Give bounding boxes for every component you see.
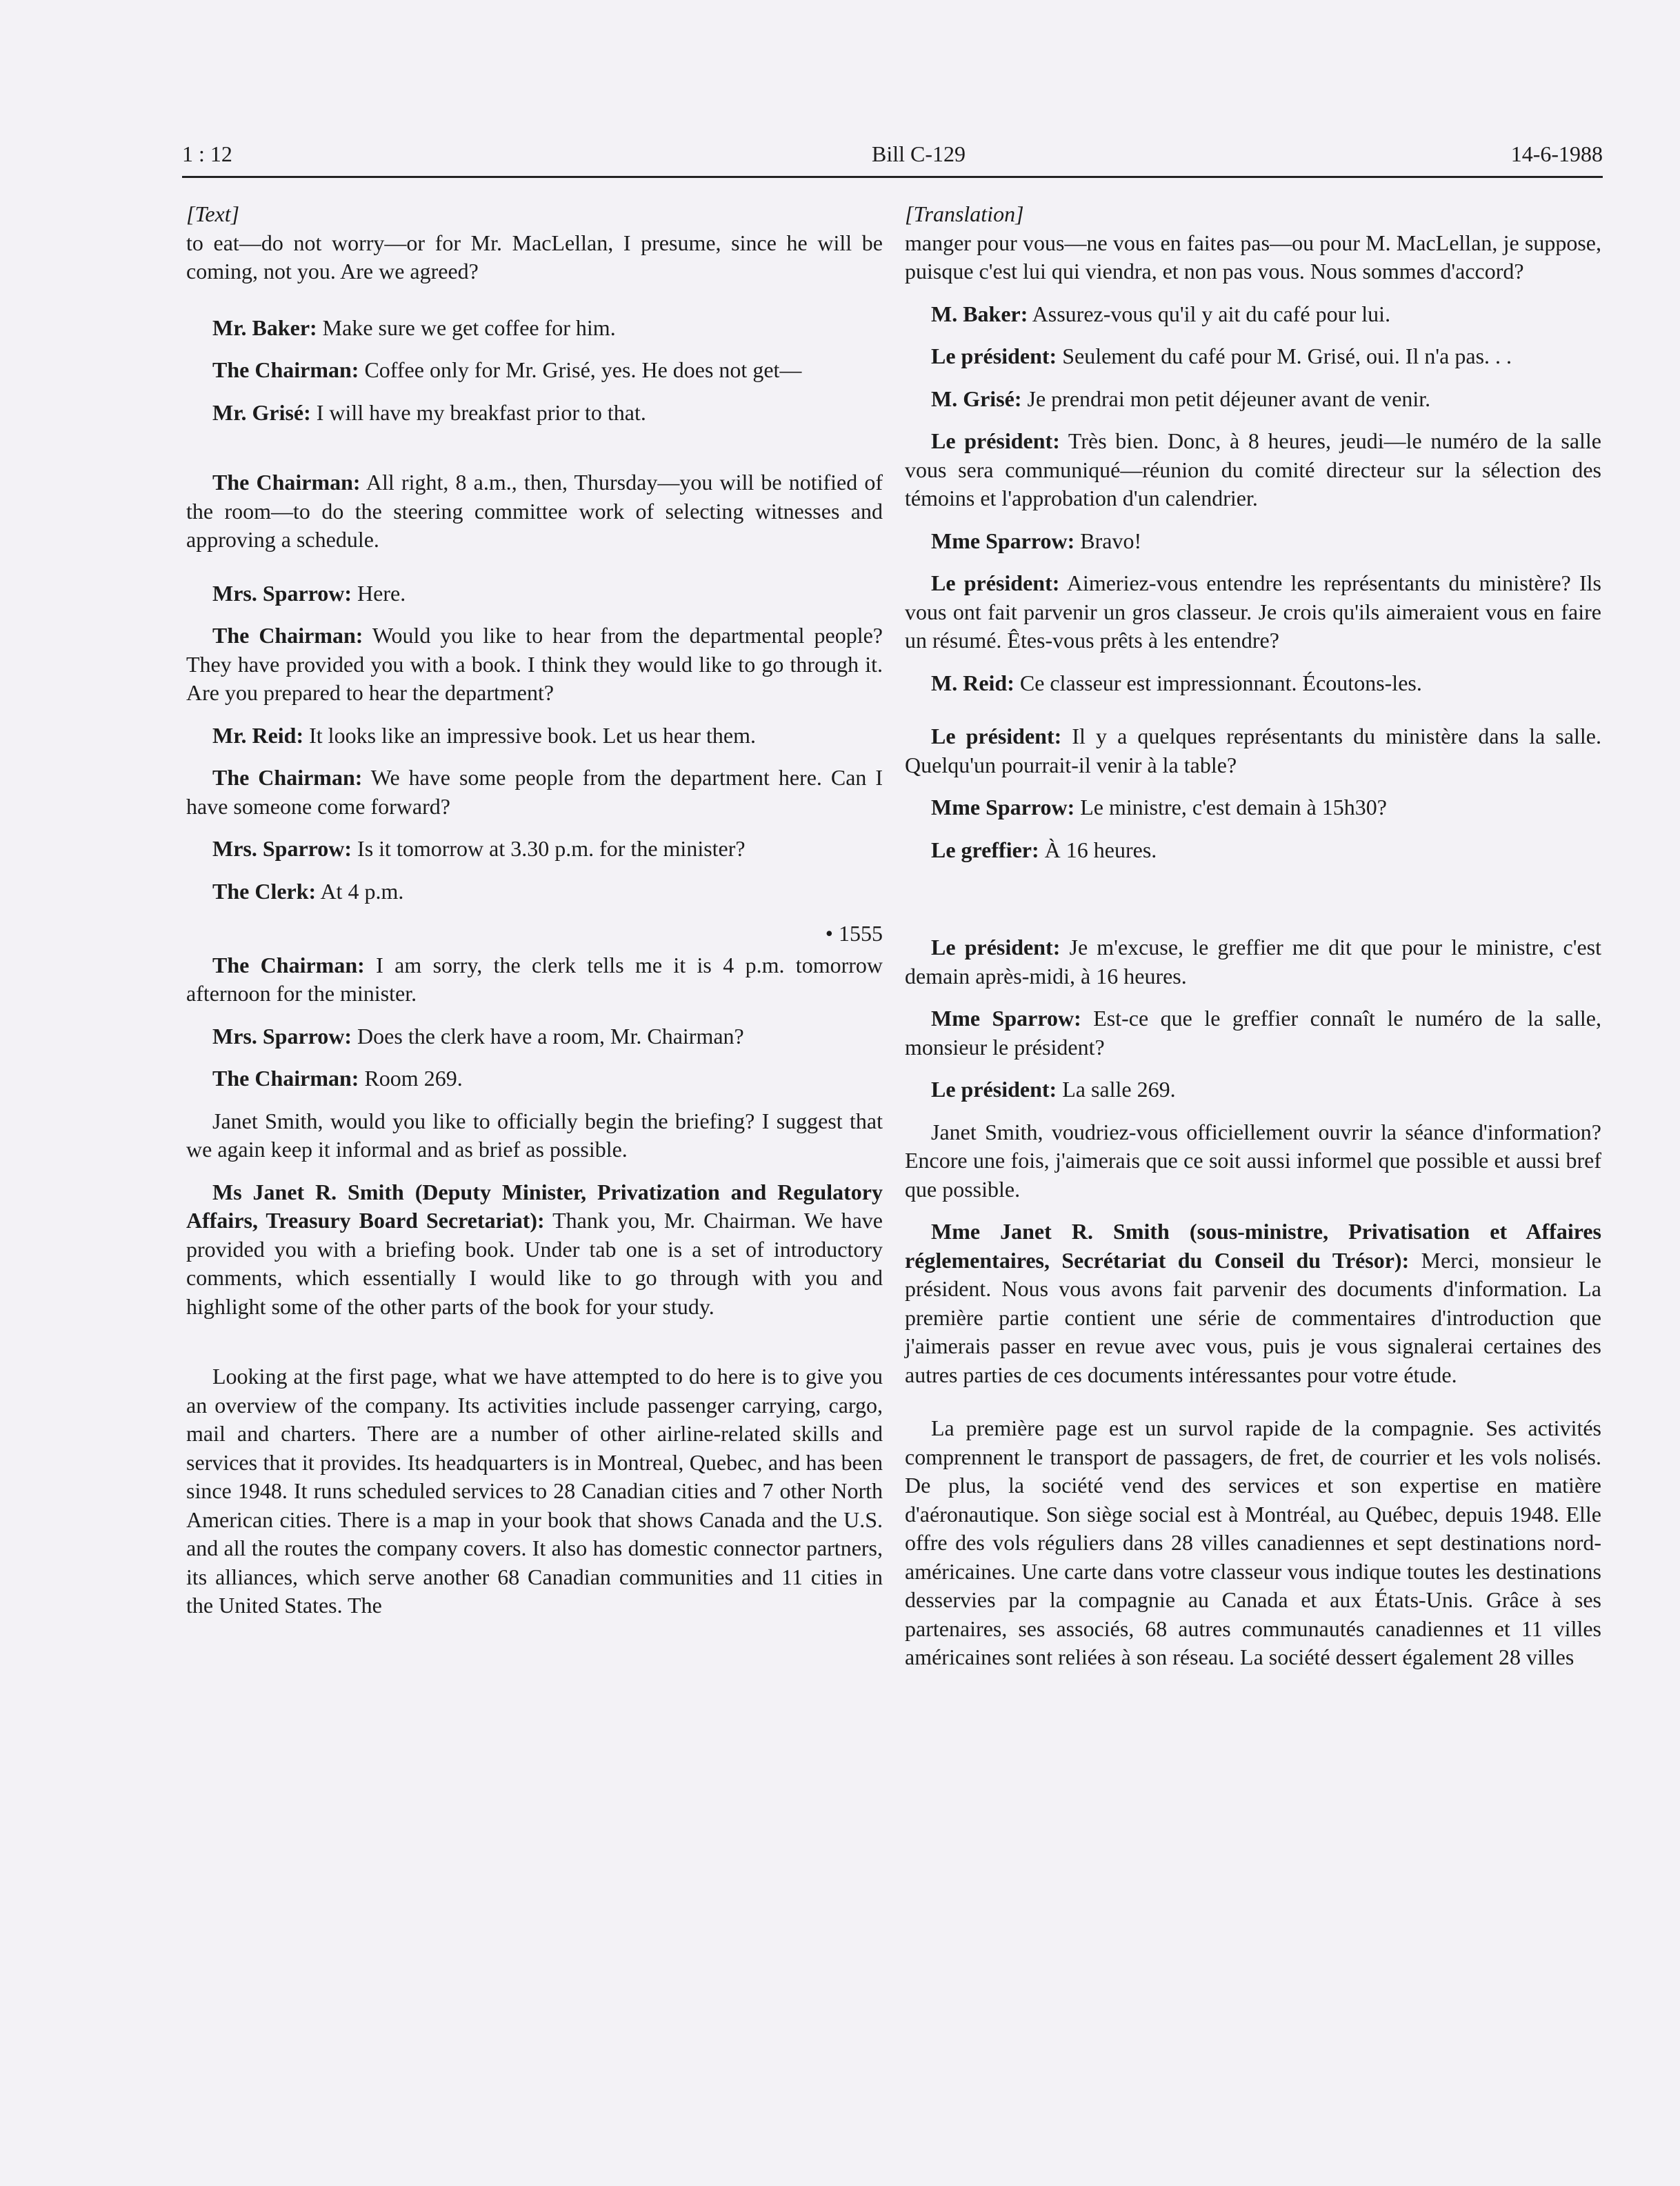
speaker-name: Mme Sparrow: bbox=[931, 795, 1075, 819]
speech-text: Merci, monsieur le président. Nous vous avons fait parvenir des documents d'information. La première partie contient une série de commentaires d'introduction que j'aimerais passer en revue avec vous, puis je vous signalerai certaines des autres parties de ces documents intéressantes pour votre étude. bbox=[905, 1247, 1602, 1387]
speaker-turn bbox=[186, 877, 883, 906]
speaker-turn bbox=[905, 669, 1601, 698]
speech-text: We have some people from the department here. Can I have someone come forward? bbox=[186, 765, 883, 819]
speech-text: Is it tomorrow at 3.30 p.m. for the minister? bbox=[352, 836, 746, 861]
speaker-name: Mrs. Sparrow: bbox=[212, 580, 352, 606]
speech-text: I will have my breakfast prior to that. bbox=[310, 399, 646, 425]
speaker-name: Mrs. Sparrow: bbox=[212, 836, 352, 861]
speaker-name: The Clerk: bbox=[212, 878, 317, 904]
speaker-name: Ms Janet R. Smith (Deputy Minister, Privatization and Regulatory Affairs, Treasury Board Secretariat): bbox=[186, 1179, 883, 1233]
speaker-turn bbox=[905, 342, 1601, 371]
speaker-turn bbox=[186, 722, 883, 751]
speech-text: Je m'excuse, le greffier me dit que pour le ministre, c'est demain après-midi, à 16 heures. bbox=[905, 935, 1602, 988]
speech-text: Aimeriez-vous entendre les représentants du ministère? Ils vous ont fait parvenir un gros classeur. Je crois qu'ils aimeraient vous en faire un résumé. Êtes-vous prêts à les entendre? bbox=[905, 570, 1602, 653]
speaker-turn bbox=[186, 1178, 883, 1322]
page-header bbox=[182, 141, 1603, 178]
speaker-turn bbox=[905, 1218, 1601, 1389]
speaker-name: Le président: bbox=[931, 570, 1060, 595]
speaker-name: Le président: bbox=[931, 428, 1060, 453]
speech-text: I am sorry, the clerk tells me it is 4 p.m. tomorrow afternoon for the minister. bbox=[186, 952, 883, 1006]
paragraph: La première page est un survol rapide de la compagnie. Ses activités comprennent le transport de passagers, de fret, de courrier et les vols nolisés. De plus, la société vend des services et son expertise en matière d'aéronautique. Son siège social est à Montréal, au Québec, depuis 1948. Elle offre des vols réguliers dans 28 villes canadiennes et sept destinations nord-américaines. Une carte dans votre classeur vous indique toutes les destinations desservies par la compagnie au Canada et aux États-Unis. Grâce à ses partenaires, ses associés, 68 autres communautés canadiennes et 11 villes américaines sont reliées à son réseau. La société dessert également 28 villes bbox=[905, 1415, 1601, 1669]
speech-text: Make sure we get coffee for him. bbox=[317, 315, 616, 340]
speaker-name: Le président: bbox=[931, 1077, 1057, 1102]
speech-text: Est-ce que le greffier connaît le numéro de la salle, monsieur le président? bbox=[905, 1006, 1602, 1060]
paragraph: Janet Smith, voudriez-vous officiellement ouvrir la séance d'information? Encore une fois, j'aimerais que ce soit aussi informel que possible et aussi bref que possible. bbox=[905, 1119, 1601, 1202]
speech-text: Le ministre, c'est demain à 15h30? bbox=[1074, 795, 1387, 819]
speaker-name: M. Baker: bbox=[931, 301, 1028, 326]
speech-text: Here. bbox=[352, 580, 406, 606]
speaker-turn bbox=[186, 1022, 883, 1051]
header-date: 14-6-1988 bbox=[1510, 141, 1603, 166]
speaker-turn bbox=[905, 569, 1601, 655]
paragraph: Looking at the first page, what we have attempted to do here is to give you an overview of the company. Its activities include passenger carrying, cargo, mail and charters. There are a number of other airline-related skills and services that it provides. Its headquarters is in Montreal, Quebec, and has been since 1948. It runs scheduled services to 28 Canadian cities and 7 other North American cities. There is a map in your book that shows Canada and the U.S. and all the routes the company covers. It also has domestic connector partners, its alliances, which serve another 68 Canadian communities and 11 cities in the United States. The bbox=[186, 1364, 883, 1618]
speaker-turn bbox=[905, 527, 1601, 556]
speaker-turn bbox=[905, 385, 1601, 414]
speech-text: À 16 heures. bbox=[1039, 837, 1157, 862]
paragraph: Janet Smith, would you like to officially begin the briefing? I suggest that we again keep it informal and as brief as possible. bbox=[186, 1108, 883, 1162]
speaker-name: Mr. Grisé: bbox=[212, 399, 311, 425]
speaker-turn bbox=[186, 835, 883, 864]
speech-text: Bravo! bbox=[1074, 528, 1142, 553]
speaker-name: The Chairman: bbox=[212, 470, 361, 495]
speech-text: Room 269. bbox=[359, 1066, 463, 1091]
speech-text: Assurez-vous qu'il y ait du café pour lui. bbox=[1028, 301, 1391, 326]
speech-text: Would you like to hear from the departmental people? They have provided you with a book. I think they would like to go through it. Are you prepared to hear the department? bbox=[186, 623, 883, 705]
speaker-turn bbox=[186, 1064, 883, 1093]
speech-text: Coffee only for Mr. Grisé, yes. He does not get— bbox=[359, 357, 802, 382]
french-column bbox=[905, 200, 1601, 1686]
speech-text: It looks like an impressive book. Let us hear them. bbox=[303, 722, 756, 748]
speaker-turn bbox=[905, 836, 1601, 865]
speaker-turn bbox=[186, 356, 883, 385]
speaker-name: M. Reid: bbox=[931, 670, 1014, 695]
speech-text: Seulement du café pour M. Grisé, oui. Il n'a pas. . . bbox=[1057, 344, 1512, 368]
speaker-name: Mme Sparrow: bbox=[931, 528, 1075, 553]
speaker-name: M. Grisé: bbox=[931, 386, 1022, 411]
speech-text: Très bien. Donc, à 8 heures, jeudi—le numéro de la salle vous sera communiqué—réunion du comité directeur sur la sélection des témoins et l'approbation d'un calendrier. bbox=[905, 428, 1602, 510]
speech-text: Il y a quelques représentants du ministère dans la salle. Quelqu'un pourrait-il venir à la table? bbox=[905, 724, 1602, 777]
speech-text: Thank you, Mr. Chairman. We have provided you with a briefing book. Under tab one is a set of introductory comments, which essentially I would like to go through with you and highlight some of the other parts of the book for your study. bbox=[186, 1208, 883, 1319]
speaker-name: Mr. Reid: bbox=[212, 722, 304, 748]
speaker-name: Le président: bbox=[931, 344, 1057, 368]
speaker-turn bbox=[905, 427, 1601, 513]
speaker-name: Le président: bbox=[931, 935, 1061, 960]
speech-text: La salle 269. bbox=[1057, 1077, 1176, 1102]
speaker-turn bbox=[186, 468, 883, 555]
speaker-name: Mrs. Sparrow: bbox=[212, 1023, 352, 1049]
speech-text: All right, 8 a.m., then, Thursday—you will be notified of the room—to do the steering committee work of selecting witnesses and approving a schedule. bbox=[186, 470, 883, 552]
translation-tag: [Translation] bbox=[905, 201, 1024, 226]
speaker-turn bbox=[186, 951, 883, 1008]
paragraph: manger pour vous—ne vous en faites pas—ou pour M. MacLellan, je suppose, puisque c'est lui qui viendra, et non pas vous. Nous sommes d'accord? bbox=[905, 230, 1601, 284]
text-tag: [Text] bbox=[186, 201, 240, 226]
paragraph: to eat—do not worry—or for Mr. MacLellan, I presume, since he will be coming, not you. Are we agreed? bbox=[186, 230, 883, 284]
speaker-name: The Chairman: bbox=[212, 1066, 359, 1091]
page-number: 1 : 12 bbox=[182, 141, 232, 166]
speaker-name: Le président: bbox=[931, 724, 1062, 748]
speaker-turn bbox=[186, 399, 883, 428]
speech-text: Je prendrai mon petit déjeuner avant de venir. bbox=[1021, 386, 1431, 411]
speaker-name: The Chairman: bbox=[212, 765, 363, 790]
speaker-turn bbox=[186, 314, 883, 343]
speaker-name: The Chairman: bbox=[212, 952, 365, 977]
speech-text: Does the clerk have a room, Mr. Chairman? bbox=[352, 1023, 744, 1049]
speaker-name: The Chairman: bbox=[212, 357, 359, 382]
speaker-turn bbox=[905, 933, 1601, 991]
speaker-turn bbox=[905, 722, 1601, 779]
timestamp: • 1555 bbox=[825, 921, 883, 946]
speech-text: Ce classeur est impressionnant. Écoutons-les. bbox=[1014, 670, 1422, 695]
speaker-turn bbox=[186, 579, 883, 608]
speaker-name: Mme Janet R. Smith (sous-ministre, Privatisation et Affaires réglementaires, Secrétariat du Conseil du Trésor): bbox=[905, 1219, 1601, 1273]
speaker-turn bbox=[186, 764, 883, 821]
speaker-turn bbox=[905, 300, 1601, 329]
bill-title: Bill C-129 bbox=[872, 141, 966, 166]
speaker-turn bbox=[905, 793, 1601, 822]
speaker-turn bbox=[905, 1004, 1601, 1062]
speaker-name: Mme Sparrow: bbox=[931, 1006, 1081, 1031]
speech-text: At 4 p.m. bbox=[316, 878, 404, 904]
english-column bbox=[186, 200, 883, 1634]
speaker-name: Mr. Baker: bbox=[212, 315, 317, 340]
speaker-name: Le greffier: bbox=[931, 837, 1039, 862]
speaker-turn bbox=[905, 1075, 1601, 1104]
speaker-name: The Chairman: bbox=[212, 623, 363, 648]
speaker-turn bbox=[186, 622, 883, 708]
